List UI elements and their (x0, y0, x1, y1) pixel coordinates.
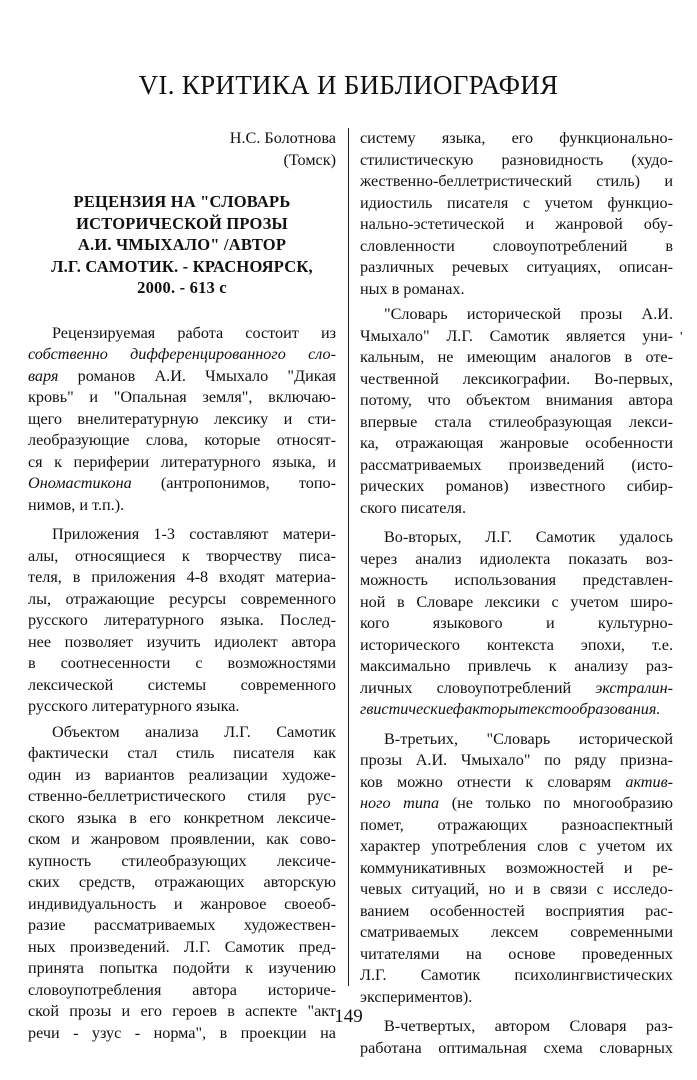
text-line: речи - узус - норма", в проекции на (28, 1023, 336, 1042)
text-line: лы, отражающие ресурсы современного (28, 589, 336, 608)
text-line: кого языкового и культурно- (360, 614, 673, 632)
review-title-line: ИСТОРИЧЕСКОЙ ПРОЗЫ (76, 213, 288, 233)
text-line: экспериментов). (360, 987, 473, 1006)
text-line: В-четвертых, автором Словаря раз- (384, 1017, 673, 1035)
text-line: рических романов) известного сибир- (360, 477, 673, 495)
text-line: стилистическую разновидность (худо- (360, 150, 673, 169)
text-line: коммуникативных возможностей и ре- (360, 858, 673, 877)
text-line: "Словарь исторической прозы А.И. (384, 305, 673, 323)
text-line: Приложения 1-3 составляют матери- (52, 525, 336, 543)
text-line: чевых ситуаций, но и в связи с исследо- (360, 880, 673, 898)
text-line: ных в романах. (360, 279, 465, 298)
text-line: Объектом анализа Л.Г. Самотик (52, 722, 336, 741)
text-line: ванием особенностей восприятия рас- (360, 901, 673, 920)
italic-term: ного типа (360, 794, 440, 812)
italic-term: собственно дифференцированного сло- (28, 345, 336, 363)
text-line: ском и жанровом проявлении, как сово- (28, 830, 336, 848)
paragraph (28, 722, 336, 1045)
column-divider (348, 128, 349, 986)
text-line: леобразующие слова, которые относят- (28, 431, 336, 449)
text-line (360, 699, 673, 721)
text-line: исторического контекста эпохи, т.е. (360, 635, 673, 654)
text-run: (не только по многообразию (439, 794, 673, 812)
text-line: словоупотребления автора историче- (28, 980, 336, 999)
text-line: Рецензируемая работа состоит из (52, 323, 336, 342)
text-line: лексической системы современного (28, 675, 336, 694)
italic-term: Ономастикона (28, 474, 132, 492)
text-line: нее позволяет изучить идиолект автора (28, 632, 336, 651)
review-title-line: 2000. - 613 с (137, 278, 227, 297)
text-line: нимов, и т.п.). (28, 495, 125, 514)
text-run: личных словоупотреблений (360, 678, 596, 697)
text-line: можность использования представлен- (360, 571, 673, 589)
paragraph (360, 527, 673, 721)
text-line: сматриваемых лексем современными (360, 923, 673, 941)
page-number: 149 (334, 1006, 363, 1027)
left-column (28, 128, 336, 1044)
text-line: ского языка в его конкретном лексиче- (28, 808, 336, 827)
text-line: в соотнесенности с возможностями (28, 654, 336, 672)
text-line: ственно-беллетристического стиля рус- (28, 787, 336, 805)
text-line: рассматриваемых произведений (исто- (360, 455, 673, 474)
text-line: один из вариантов реализации художе- (28, 765, 336, 784)
text-line: разие рассматриваемых художествен- (28, 916, 336, 934)
text-line: принята попытка подойти к изучению (28, 959, 336, 977)
margin-mark: ' (680, 330, 683, 345)
text-line: помет, отражающих разноаспектный (360, 815, 673, 834)
text-line: купность стилеобразующих лексиче- (28, 851, 336, 870)
paragraph (28, 323, 336, 517)
section-title: VI. КРИТИКА И БИБЛИОГРАФИЯ (138, 70, 559, 100)
paragraph-lines (360, 815, 673, 1009)
text-line: жественно-беллетристический стиль) и (360, 172, 673, 190)
text-line: через анализ идиолекта показать воз- (360, 549, 673, 568)
text-line: потому, что объектом внимания автора (360, 391, 673, 409)
text-line: кальным, не имеющим аналогов в оте- (360, 348, 673, 366)
italic-term: варя (28, 366, 59, 385)
text-line: впервые стала стилеобразующая лекси- (360, 412, 673, 431)
italic-term: гвистическиефакторытекстообразования. (360, 700, 661, 718)
text-line: чественной лексикографии. Во-первых, (360, 369, 673, 388)
text-line: работана оптимальная схема словарных (360, 1038, 673, 1057)
paragraph (360, 729, 673, 1009)
text-line: словленности словоупотреблений в (360, 236, 673, 255)
text-line (360, 772, 673, 794)
paragraph-lines (360, 527, 673, 678)
text-line: Л.Г. Самотик психолингвистических (360, 966, 673, 984)
text-line: нально-эстетической и жанровой обу- (360, 215, 673, 233)
author-name: Н.С. Болотнова (229, 129, 336, 147)
review-title-line: А.И. ЧМЫХАЛО" /АВТОР (77, 235, 287, 254)
right-column (360, 128, 673, 1059)
italic-term: актив- (625, 772, 673, 791)
text-line: фактически стал стиль писателя как (28, 744, 336, 762)
text-line: характер употребления слов с учетом их (360, 837, 673, 855)
text-line: Во-вторых, Л.Г. Самотик удалось (384, 528, 673, 546)
text-line: различных речевых ситуациях, описан- (360, 258, 673, 276)
text-line (28, 344, 336, 366)
paragraph (360, 304, 673, 519)
text-line: идиостиль писателя с учетом функцио- (360, 193, 673, 212)
paragraph (360, 128, 673, 300)
text-line: систему языка, его функционально- (360, 129, 673, 147)
italic-term: экстралин- (595, 678, 673, 697)
text-line: ского писателя. (360, 498, 467, 517)
text-line: кровь" и "Опальная земля", включаю- (28, 388, 336, 406)
text-line: алы, относящиеся к творчеству писа- (28, 546, 336, 565)
text-line (360, 678, 673, 700)
text-line: ся к периферии литературного языка, и (28, 452, 336, 471)
text-line: щего внелитературную лексику и сти- (28, 409, 336, 428)
text-run: романов А.И. Чмыхало "Дикая (58, 366, 336, 385)
paragraph (28, 524, 336, 718)
text-line: ской прозы и его героев в аспекте "акт (28, 1002, 336, 1020)
text-line: ских средств, отражающих авторскую (28, 873, 336, 891)
text-line: В-третьих, "Словарь исторической (384, 729, 673, 748)
text-line: прозы А.И. Чмыхало" по ряду призна- (360, 751, 673, 769)
text-line: Чмыхало" Л.Г. Самотик является уни- (360, 326, 673, 345)
text-line: ка, отражающая жанровые особенности (360, 434, 673, 452)
text-line: ной в Словаре лексики с учетом широ- (360, 592, 673, 611)
text-line: теля, в приложения 4-8 входят материа- (28, 568, 336, 586)
text-line: максимально привлечь к анализу раз- (360, 657, 673, 675)
text-line: читателями на основе проведенных (360, 944, 673, 963)
text-line (28, 366, 336, 388)
text-line (28, 473, 336, 495)
text-line: русского литературного языка. Послед- (28, 611, 336, 629)
author-affiliation: (Томск) (283, 150, 336, 169)
text-line: индивидуальность и жанровое своеоб- (28, 894, 336, 913)
review-title-line: Л.Г. САМОТИК. - КРАСНОЯРСК, (51, 256, 313, 276)
text-line: русского литературного языка. (28, 697, 240, 715)
text-run: ков можно отнести к словарям (360, 772, 626, 791)
review-title-line: РЕЦЕНЗИЯ НА "СЛОВАРЬ (73, 192, 291, 211)
review-title (28, 191, 336, 299)
text-line: ных произведений. Л.Г. Самотик пред- (28, 937, 336, 956)
text-line (360, 793, 673, 815)
text-run: (антропонимов, топо- (131, 474, 336, 492)
